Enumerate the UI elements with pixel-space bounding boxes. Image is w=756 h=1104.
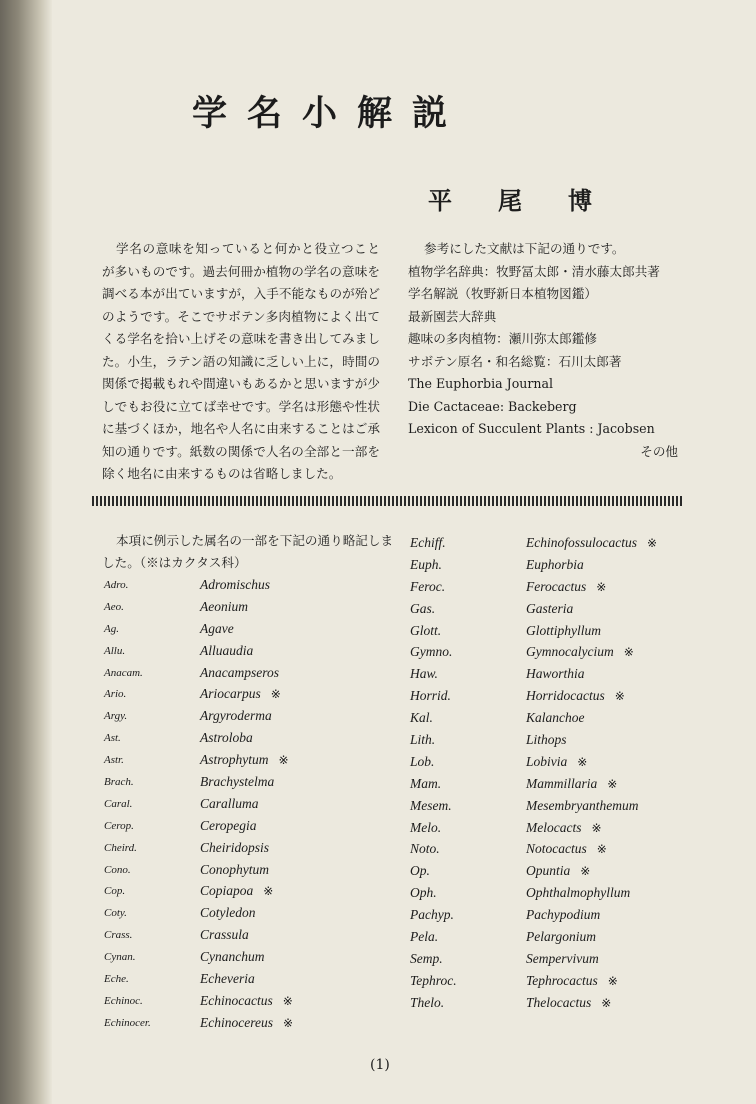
abbreviation-row	[104, 793, 404, 815]
abbreviation-intro: 本項に例示した属名の一部を下記の通り略記しました。（※はカクタス科）	[102, 533, 394, 570]
genus-abbreviation: Mesem.	[410, 797, 452, 813]
abbreviation-row	[410, 641, 700, 663]
cactus-mark: ※	[270, 687, 281, 702]
genus-abbreviation: Cono.	[104, 863, 131, 876]
genus-abbreviation: Aeo.	[104, 600, 124, 613]
genus-name: Pachypodium	[526, 907, 601, 923]
abbreviation-row	[410, 992, 700, 1014]
genus-name: Aeonium	[200, 598, 248, 614]
genus-abbreviation: Caral.	[104, 797, 133, 810]
genus-abbreviation: Gymno.	[410, 644, 453, 660]
genus-abbreviation: Ag.	[104, 622, 119, 635]
genus-name: Alluaudia	[200, 642, 254, 658]
genus-name: Notocactus	[526, 841, 587, 857]
genus-name: Anacampseros	[200, 664, 279, 680]
genus-name: Lithops	[526, 731, 567, 747]
genus-abbreviation: Melo.	[410, 819, 442, 835]
genus-name: Echinofossulocactus	[526, 534, 637, 550]
cactus-mark: ※	[263, 884, 274, 899]
abbreviation-row	[104, 946, 404, 968]
reference-item: 植物学名辞典：牧野冨太郎・清水藤太郎共著	[408, 263, 660, 279]
abbreviation-row	[410, 904, 700, 926]
abbreviation-row	[410, 970, 700, 992]
abbreviation-row	[104, 859, 404, 881]
genus-name: Argyroderma	[200, 708, 272, 724]
abbreviation-row	[104, 683, 404, 705]
reference-item: The Euphorbia Journal	[408, 376, 554, 391]
abbreviation-row	[410, 532, 700, 554]
abbreviation-row	[104, 618, 404, 640]
genus-name: Adromischus	[200, 576, 270, 592]
genus-name: Echinocereus	[200, 1014, 273, 1030]
abbreviation-row	[410, 817, 700, 839]
genus-name: Gymnocalycium	[526, 644, 614, 660]
cactus-mark: ※	[607, 973, 618, 988]
reference-item: Die Cactaceae: Backeberg	[408, 398, 577, 414]
abbreviation-row	[410, 729, 700, 751]
genus-abbreviation: Cerop.	[104, 819, 134, 832]
abbreviation-row	[104, 749, 404, 771]
author-name: 平尾博	[428, 186, 638, 215]
genus-abbreviation: Ast.	[104, 732, 121, 745]
cactus-mark: ※	[577, 754, 588, 769]
genus-abbreviation: Lob.	[410, 753, 435, 769]
abbreviation-row	[410, 882, 700, 904]
reference-item: サボテン原名・和名総覧：石川太郎著	[408, 353, 622, 369]
genus-name: Tephrocactus	[526, 972, 598, 988]
genus-abbreviation: Cop.	[104, 885, 126, 898]
cactus-mark: ※	[282, 993, 293, 1008]
cactus-mark: ※	[614, 689, 625, 704]
genus-abbreviation: Tephroc.	[410, 972, 457, 988]
abbreviation-row	[410, 926, 700, 948]
abbreviation-row	[104, 705, 404, 727]
intro-paragraph: 学名の意味を知っていると何かと役立つことが多いものです。過去何冊か植物の学名の意味を調べる本が出ていますが，入手不能なものが殆どのようです。そこでサボテン多肉植物によく出てくる学名を拾い上げその意味を書き出してみました。小生，ラテン語の知識に乏しい上に，時間の関係で掲載もれや間違いもあるかと思いますが少しでもお役に立てば幸せです。学名は形態や性状に基づくほか，地名や人名に由来することはご承知の通りです。紙数の関係で人名の全部と一部を除く地名に由来するものは省略しました。	[102, 241, 380, 481]
cactus-mark: ※	[591, 820, 602, 835]
cactus-mark: ※	[278, 753, 289, 768]
cactus-mark: ※	[580, 864, 591, 879]
reference-list	[408, 261, 680, 419]
genus-name: Mesembryanthemum	[526, 797, 639, 813]
abbreviation-row	[104, 815, 404, 837]
cactus-mark: ※	[623, 645, 634, 660]
abbreviation-row	[410, 860, 700, 882]
genus-abbreviation: Echiff.	[410, 534, 446, 550]
abbreviation-row	[104, 574, 404, 596]
cactus-mark: ※	[601, 995, 612, 1010]
genus-name: Astrophytum	[200, 752, 269, 768]
genus-name: Opuntia	[526, 863, 571, 879]
references-block	[408, 238, 680, 463]
genus-name: Thelocactus	[526, 994, 592, 1010]
genus-name: Brachystelma	[200, 773, 275, 789]
abbreviation-row	[410, 948, 700, 970]
reference-item: 学名解説（牧野新日本植物図鑑）	[408, 286, 597, 301]
genus-name: Agave	[200, 620, 234, 636]
genus-name: Melocacts	[526, 819, 582, 835]
genus-name: Astroloba	[200, 730, 253, 746]
cactus-mark: ※	[596, 579, 607, 594]
book-spine-shadow	[0, 0, 52, 1104]
genus-name: Echeveria	[200, 970, 255, 986]
cactus-mark: ※	[596, 842, 607, 857]
references-lead: 参考にした文献は下記の通りです。	[424, 241, 625, 256]
genus-abbreviation: Pachyp.	[410, 907, 454, 923]
genus-abbreviation: Noto.	[410, 841, 440, 857]
cactus-mark: ※	[282, 1015, 294, 1030]
genus-abbreviation: Mam.	[410, 775, 442, 791]
abbreviation-row	[104, 902, 404, 924]
abbreviation-row	[104, 662, 404, 684]
genus-abbreviation: Coty.	[104, 907, 127, 920]
genus-name: Echinocactus	[200, 992, 273, 1008]
genus-abbreviation: Echinoc.	[104, 994, 143, 1007]
abbreviation-row	[104, 596, 404, 618]
genus-abbreviation: Semp.	[410, 950, 443, 966]
abbreviation-row	[410, 795, 700, 817]
genus-name: Lobivia	[526, 753, 568, 769]
abbreviation-row	[410, 598, 700, 620]
genus-abbreviation: Echinocer.	[104, 1016, 151, 1029]
reference-item-last	[408, 418, 680, 463]
genus-abbreviation: Thelo.	[410, 994, 445, 1010]
genus-abbreviation: Lith.	[410, 731, 436, 747]
genus-name: Horridocactus	[526, 688, 605, 704]
page-number: (1)	[370, 1057, 390, 1073]
abbreviation-row	[104, 924, 404, 946]
genus-name: Caralluma	[200, 795, 259, 811]
abbreviation-row	[410, 663, 700, 685]
abbreviation-row	[410, 620, 700, 642]
genus-abbreviation: Glott.	[410, 622, 442, 638]
genus-abbreviation: Argy.	[104, 710, 128, 723]
genus-abbreviation: Feroc.	[410, 578, 446, 594]
cactus-mark: ※	[647, 535, 658, 550]
genus-name: Crassula	[200, 927, 249, 943]
genus-name: Cotyledon	[200, 905, 256, 921]
cactus-mark: ※	[607, 776, 618, 791]
genus-abbreviation: Pela.	[410, 928, 439, 944]
reference-jacobsen: Lexicon of Succulent Plants : Jacobsen	[408, 421, 655, 436]
abbreviation-row	[104, 1012, 404, 1034]
abbreviation-row	[410, 838, 700, 860]
abbreviation-row	[104, 837, 404, 859]
genus-abbreviation: Euph.	[410, 556, 442, 572]
genus-name: Euphorbia	[526, 556, 584, 572]
abbreviation-row	[410, 685, 700, 707]
genus-name: Ariocarpus	[200, 686, 261, 702]
genus-name: Cynanchum	[200, 949, 265, 965]
genus-abbreviation: Eche.	[104, 972, 129, 985]
genus-abbreviation: Gas.	[410, 600, 436, 616]
genus-name: Pelargonium	[526, 928, 596, 944]
genus-name: Mammillaria	[526, 775, 598, 791]
genus-abbreviation: Op.	[410, 863, 430, 879]
genus-name: Glottiphyllum	[526, 622, 601, 638]
genus-abbreviation: Oph.	[410, 885, 437, 901]
reference-item: 最新園芸大辞典	[408, 308, 497, 324]
genus-name: Haworthia	[526, 666, 585, 682]
abbreviation-row	[410, 707, 700, 729]
abbreviation-row	[104, 880, 404, 902]
genus-abbreviation: Astr.	[104, 754, 124, 767]
abbreviation-row	[104, 727, 404, 749]
abbreviation-row	[410, 576, 700, 598]
abbreviation-row	[410, 751, 700, 773]
genus-abbreviation: Cheird.	[104, 841, 137, 854]
genus-name: Copiapoa	[200, 883, 254, 899]
abbreviation-row	[104, 640, 404, 662]
references-etc: その他	[640, 443, 678, 459]
abbreviation-row	[410, 554, 700, 576]
section-divider	[92, 496, 682, 506]
genus-name: Gasteria	[526, 600, 574, 616]
genus-name: Conophytum	[200, 861, 269, 877]
abbreviation-list-left	[104, 574, 404, 1034]
genus-abbreviation: Adro.	[104, 578, 129, 591]
genus-abbreviation: Ario.	[104, 688, 127, 701]
article-title: 学名小解説	[192, 93, 468, 134]
abbreviation-row	[104, 771, 404, 793]
genus-name: Sempervivum	[526, 950, 599, 966]
genus-abbreviation: Horrid.	[410, 688, 451, 704]
abbreviation-row	[104, 990, 404, 1012]
abbreviation-row	[104, 968, 404, 990]
genus-abbreviation: Crass.	[104, 929, 133, 942]
genus-abbreviation: Anacam.	[104, 666, 143, 679]
genus-name: Ophthalmophyllum	[526, 885, 631, 901]
abbreviation-list-right	[410, 532, 700, 1014]
genus-abbreviation: Brach.	[104, 775, 134, 788]
genus-abbreviation: Cynan.	[104, 951, 136, 964]
genus-name: Kalanchoe	[526, 710, 585, 726]
abbreviation-row	[410, 773, 700, 795]
genus-name: Cheiridopsis	[200, 839, 270, 855]
reference-item: 趣味の多肉植物：瀬川弥太郎鑑修	[408, 331, 597, 346]
genus-name: Ceropegia	[200, 817, 257, 833]
genus-abbreviation: Kal.	[410, 710, 433, 726]
genus-abbreviation: Allu.	[104, 644, 126, 657]
genus-abbreviation: Haw.	[410, 666, 438, 682]
genus-name: Ferocactus	[526, 578, 587, 594]
